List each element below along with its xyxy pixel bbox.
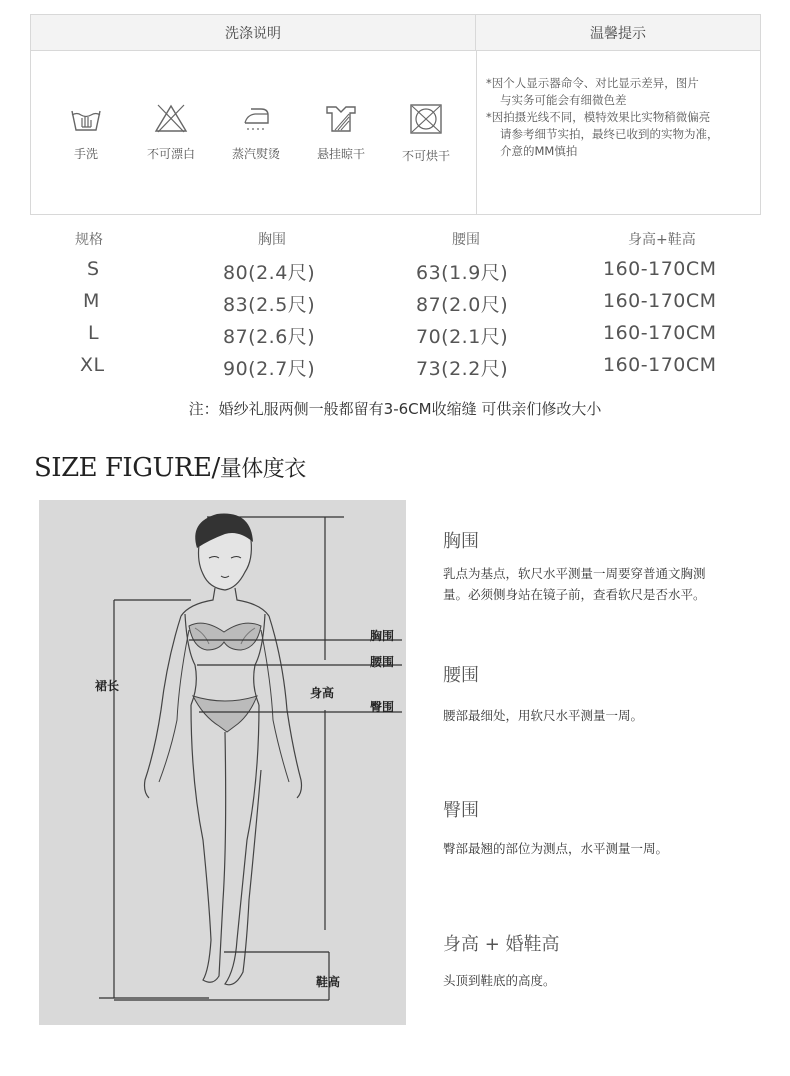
model-sketch xyxy=(39,500,406,1025)
label-bust: 胸围 xyxy=(370,629,395,643)
size-cell: 90(2.7尺) xyxy=(223,358,316,380)
size-header-height: 身高+鞋高 xyxy=(628,232,696,248)
size-header-waist: 腰围 xyxy=(452,232,480,248)
size-cell: 87(2.6尺) xyxy=(223,326,316,348)
care-label: 手洗 xyxy=(73,147,98,161)
tips-text xyxy=(486,75,756,160)
desc-line: 乳点为基点，软尺水平测量一周要穿普通文胸测 xyxy=(443,566,706,581)
tip-line: *因个人显示器命令、对比显示差异，图片 xyxy=(486,76,699,90)
size-cell: M xyxy=(83,290,100,312)
desc-text-waist xyxy=(443,705,773,726)
size-cell: 80(2.4尺) xyxy=(223,262,316,284)
label-hip: 臀围 xyxy=(370,700,395,714)
divider xyxy=(476,51,477,214)
care-table xyxy=(30,14,761,215)
measurement-figure xyxy=(39,500,406,1025)
desc-line: 腰部最细处，用软尺水平测量一周。 xyxy=(443,708,644,723)
size-note: 注：婚纱礼服两侧一般都留有3-6CM收缩缝 可供亲们修改大小 xyxy=(188,400,602,418)
label-height: 身高 xyxy=(310,686,335,700)
tip-line: 请参考细节实拍，最终已收到的实物为准， xyxy=(500,127,719,141)
size-cell: XL xyxy=(80,354,105,376)
hand-wash-icon xyxy=(69,103,103,133)
size-cell: S xyxy=(87,258,100,280)
care-icons xyxy=(31,51,476,214)
size-figure-title-cn: 量体度衣 xyxy=(219,457,306,482)
size-cell: 70(2.1尺) xyxy=(416,326,509,348)
care-label: 悬挂晾干 xyxy=(316,147,365,161)
no-tumble-dry-icon xyxy=(409,103,443,135)
desc-heading-height: 身高 + 婚鞋高 xyxy=(443,934,560,955)
care-label: 不可漂白 xyxy=(146,147,195,161)
tips-header: 温馨提示 xyxy=(476,15,760,51)
wash-instructions-header: 洗涤说明 xyxy=(31,15,476,51)
size-cell: 160-170CM xyxy=(603,322,717,344)
label-waist: 腰围 xyxy=(370,655,395,669)
care-label: 蒸汽熨烫 xyxy=(231,147,280,161)
steam-iron-icon xyxy=(239,103,273,133)
desc-text-bust xyxy=(443,563,773,605)
desc-heading-hip: 臀围 xyxy=(443,800,479,821)
size-cell: 83(2.5尺) xyxy=(223,294,316,316)
care-item-steam-iron xyxy=(216,103,296,162)
size-cell: 73(2.2尺) xyxy=(416,358,509,380)
size-cell: 63(1.9尺) xyxy=(416,262,509,284)
size-header-spec: 规格 xyxy=(75,232,103,248)
label-shoe-height: 鞋高 xyxy=(316,975,341,989)
tip-line: 与实务可能会有细微色差 xyxy=(500,93,627,107)
size-cell: 160-170CM xyxy=(603,290,717,312)
tip-line: 介意的MM慎拍 xyxy=(500,144,578,158)
size-figure-title-en: SIZE FIGURE/ xyxy=(34,453,220,483)
care-item-no-bleach xyxy=(131,103,211,162)
desc-heading-waist: 腰围 xyxy=(443,665,479,686)
size-cell: 87(2.0尺) xyxy=(416,294,509,316)
care-item-hand-wash xyxy=(46,103,126,162)
care-item-no-tumble-dry xyxy=(386,103,466,164)
desc-text-height xyxy=(443,970,773,991)
desc-text-hip xyxy=(443,838,773,859)
care-label: 不可烘干 xyxy=(401,149,450,163)
no-bleach-icon xyxy=(154,103,188,133)
desc-line: 头顶到鞋底的高度。 xyxy=(443,973,556,988)
desc-heading-bust: 胸围 xyxy=(443,531,479,552)
desc-line: 臀部最翘的部位为测点，水平测量一周。 xyxy=(443,841,669,856)
desc-line: 量。必须侧身站在镜子前，查看软尺是否水平。 xyxy=(443,587,706,602)
hang-dry-icon xyxy=(324,103,358,133)
size-figure-title xyxy=(34,452,306,483)
care-item-hang-dry xyxy=(301,103,381,162)
label-skirt-length: 裙长 xyxy=(95,679,120,693)
size-cell: 160-170CM xyxy=(603,354,717,376)
size-header-bust: 胸围 xyxy=(258,232,286,248)
size-cell: L xyxy=(88,322,100,344)
size-cell: 160-170CM xyxy=(603,258,717,280)
tip-line: *因拍摄光线不同，模特效果比实物稍微偏亮 xyxy=(486,110,711,124)
